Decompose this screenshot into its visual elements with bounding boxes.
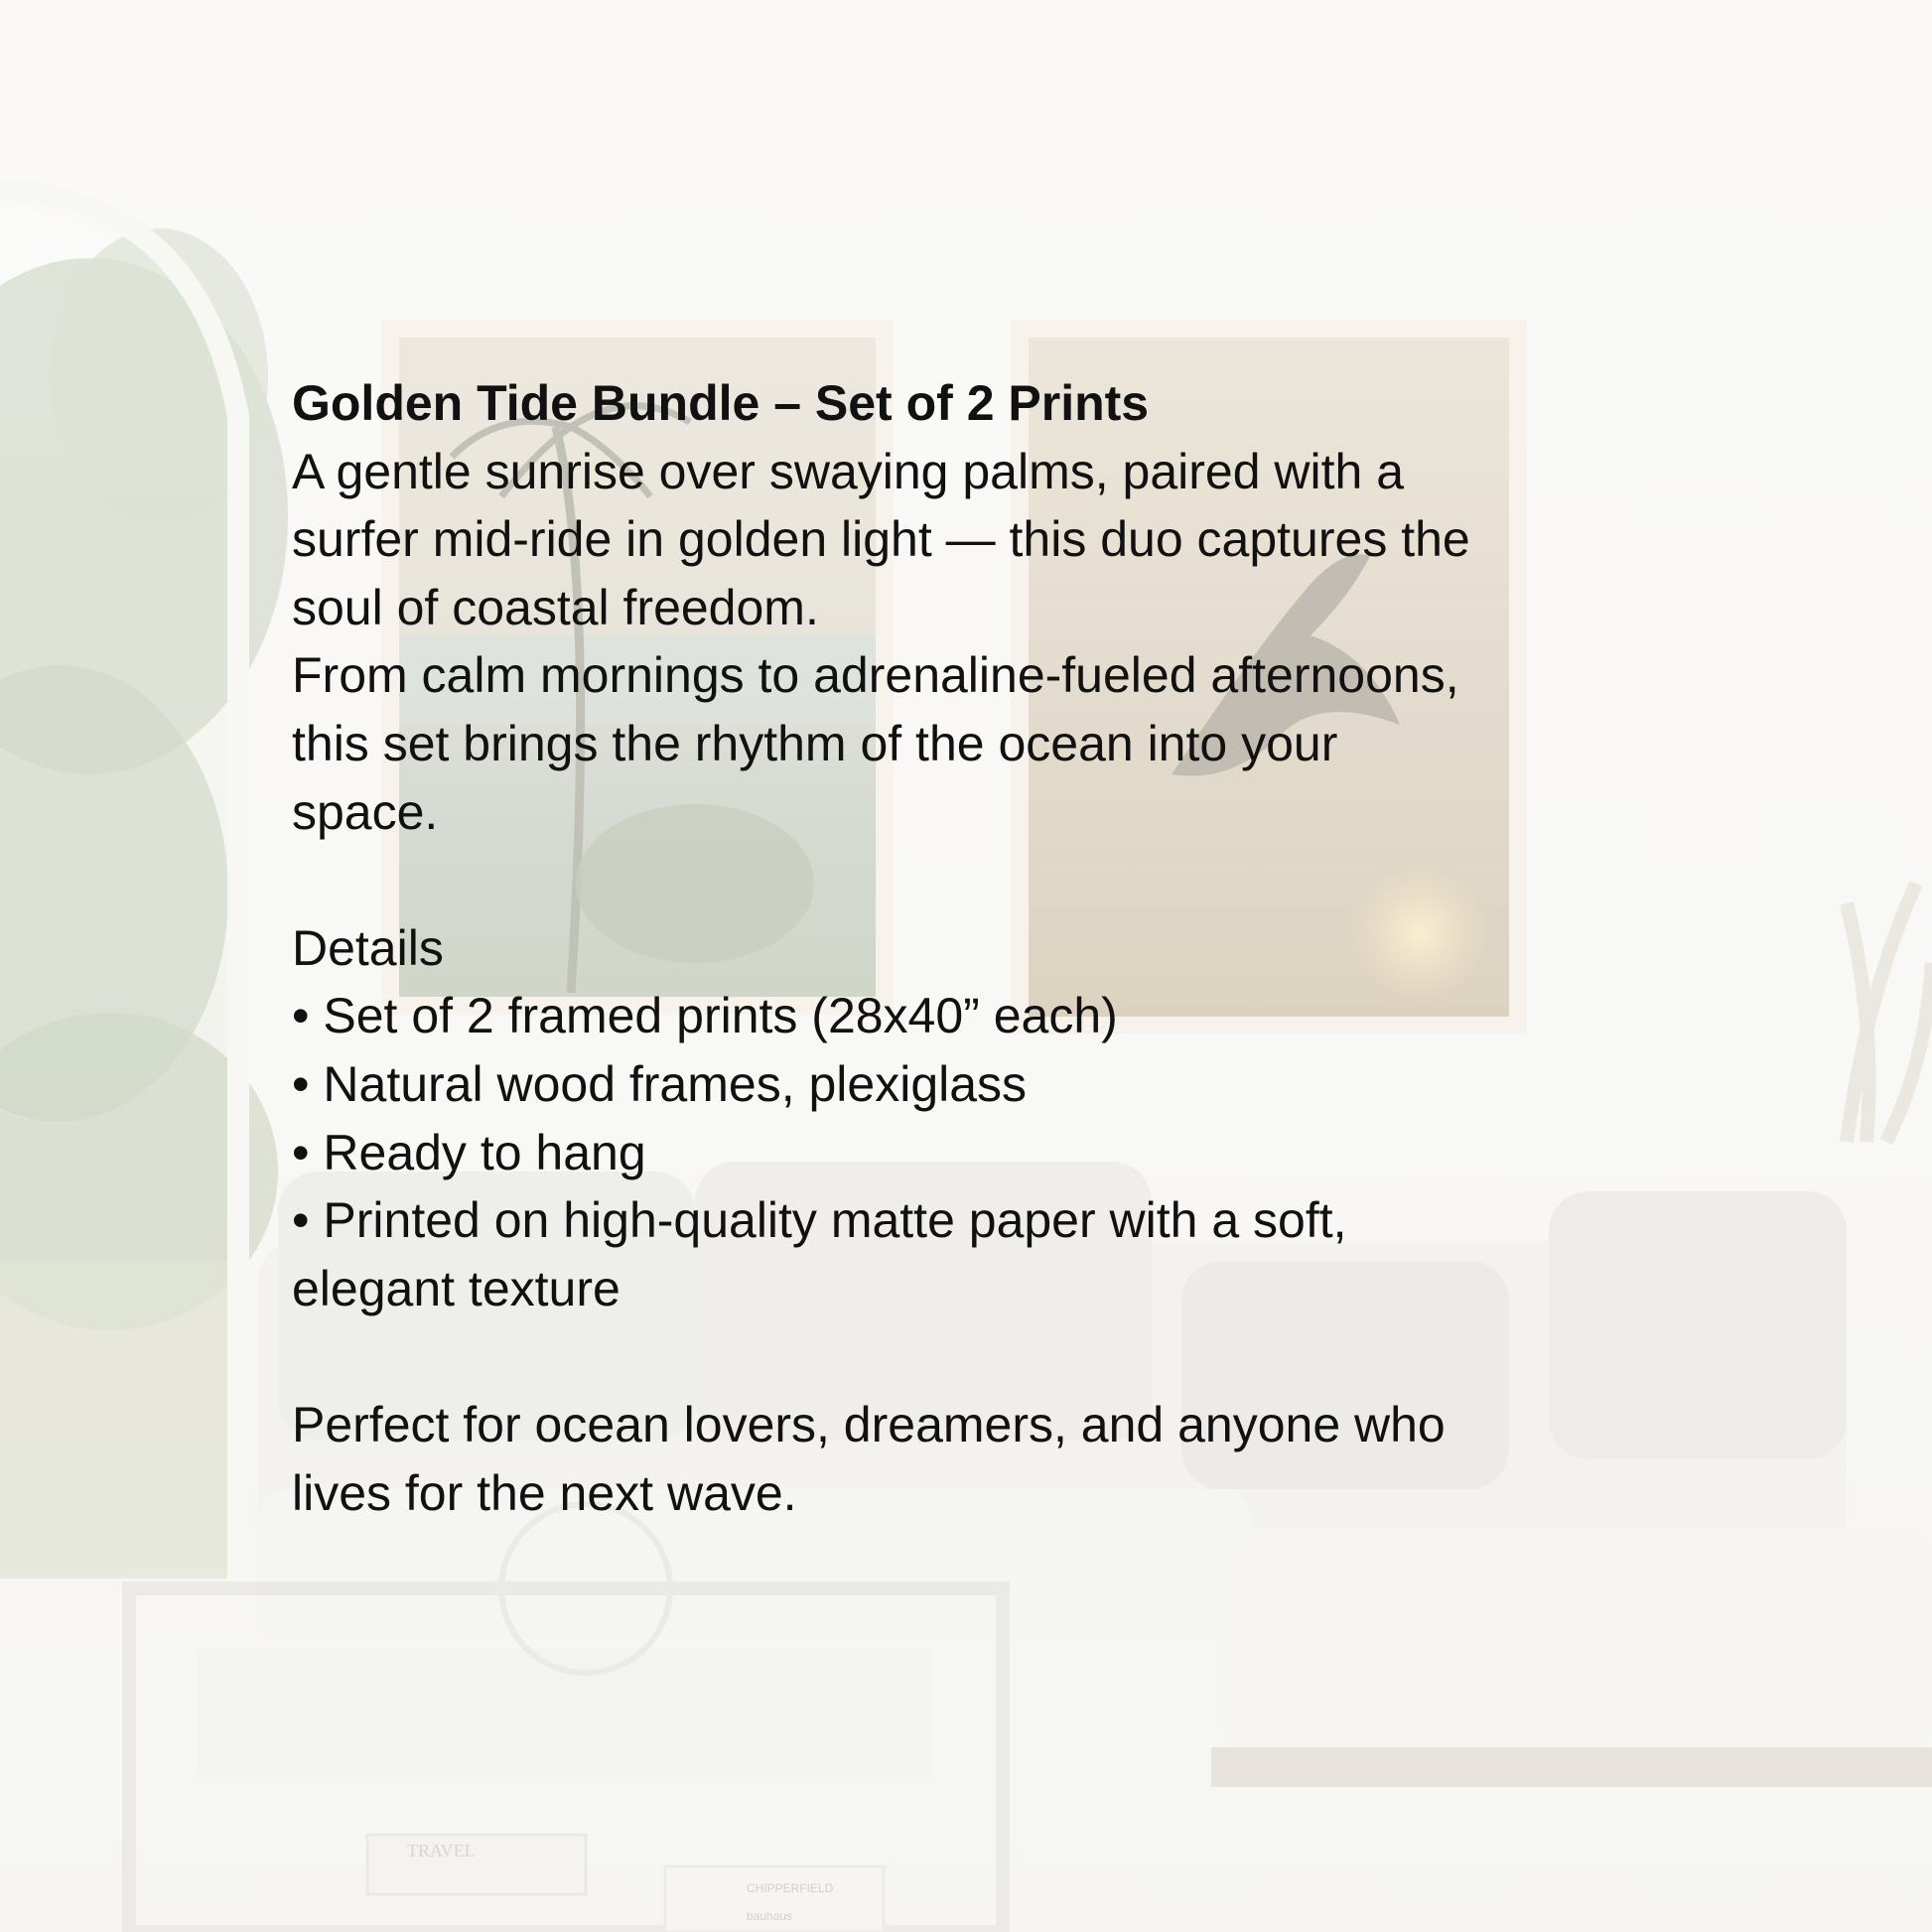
details-heading: Details <box>292 919 444 976</box>
intro-line: surfer mid-ride in golden light — this duo captures the <box>292 511 1470 568</box>
description-text <box>292 369 1702 1527</box>
intro-line: soul of coastal freedom. <box>292 579 819 635</box>
intro-line: this set brings the rhythm of the ocean into your <box>292 715 1338 771</box>
details-item: • Printed on high-quality matte paper with a soft, <box>292 1192 1347 1249</box>
intro-line: A gentle sunrise over swaying palms, paired with a <box>292 443 1405 499</box>
product-title: Golden Tide Bundle – Set of 2 Prints <box>292 375 1150 431</box>
closing-line: lives for the next wave. <box>292 1464 797 1521</box>
details-item: • Natural wood frames, plexiglass <box>292 1055 1028 1112</box>
intro-line: space. <box>292 783 439 840</box>
details-item: • Set of 2 framed prints (28x40” each) <box>292 988 1118 1044</box>
intro-line: From calm mornings to adrenaline-fueled afternoons, <box>292 647 1459 704</box>
closing-line: Perfect for ocean lovers, dreamers, and anyone who <box>292 1396 1446 1452</box>
details-item: elegant texture <box>292 1260 621 1316</box>
details-item: • Ready to hang <box>292 1124 646 1180</box>
